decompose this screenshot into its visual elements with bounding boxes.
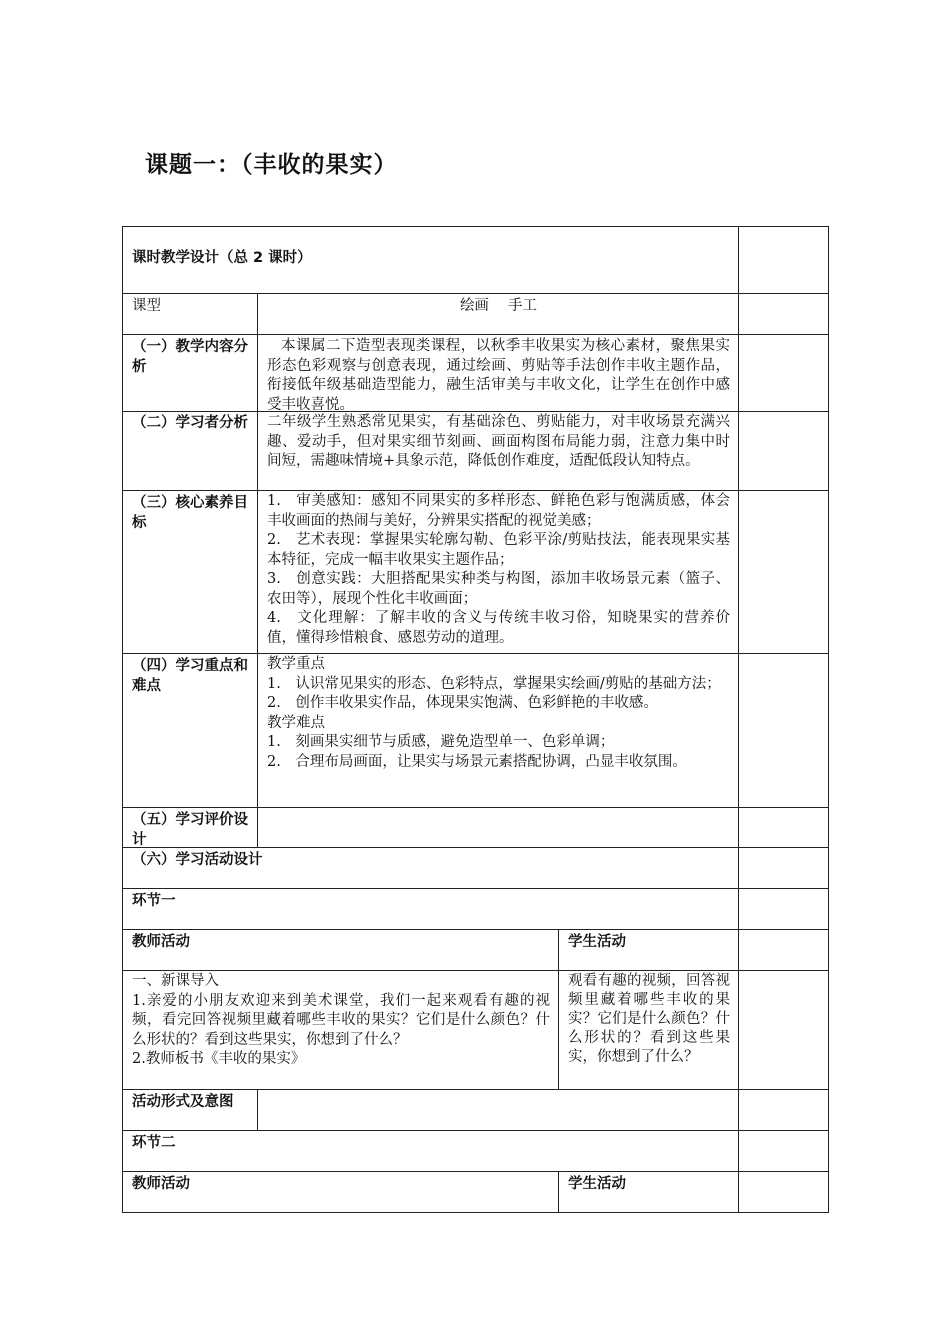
key-heading: 教学重点 [267, 656, 325, 672]
evaluation-label: （五）学习评价设计 [132, 812, 248, 848]
lesson-header: 课时教学设计（总 2 课时） [132, 250, 312, 266]
stage-one-student-activity: 观看有趣的视频，回答视频里藏着哪些丰收的果实？它们是什么颜色？什么形状的？看到这些果实，你想到了什么？ [568, 973, 730, 1065]
core-goals-label: （三）核心素养目标 [132, 495, 248, 531]
core-goal-item: 1. 审美感知：感知不同果实的多样形态、鲜艳色彩与饱满质感，体会丰收画面的热闹与美好，分辨果实搭配的视觉美感； [267, 493, 730, 529]
difficulty-heading: 教学难点 [267, 714, 325, 731]
type-value: 绘画 手工 [459, 298, 538, 314]
learner-analysis-label: （二）学习者分析 [132, 415, 248, 431]
content-analysis-label: （一）教学内容分析 [132, 339, 248, 375]
teacher-activity-header-2: 教师活动 [132, 1176, 190, 1192]
teacher-activity-line: 一、新课导入 [132, 973, 219, 989]
teacher-activity-line: 1.亲爱的小朋友欢迎来到美术课堂，我们一起来观看有趣的视频，看完回答视频里藏着哪些丰收的果实？它们是什么颜色？什么形状的？看到这些果实，你想到了什么？ [132, 992, 550, 1048]
teacher-activity-line: 2.教师板书《丰收的果实》 [132, 1051, 306, 1067]
key-points-list [258, 655, 738, 772]
key-item: 1. 认识常见果实的形态、色彩特点，掌握果实绘画/剪贴的基础方法； [267, 675, 721, 692]
core-goal-item: 4. 文化理解：了解丰收的含义与传统丰收习俗，知晓果实的营养价值，懂得珍惜粮食、感恩劳动的道理。 [267, 610, 730, 646]
stage-two-label: 环节二 [132, 1135, 176, 1151]
stage-one-label: 环节一 [132, 893, 176, 909]
core-goal-item: 3. 创意实践：大胆搭配果实种类与构图，添加丰收场景元素（篮子、农田等），展现个性化丰收画面； [267, 571, 730, 607]
difficulty-item: 2. 合理布局画面，让果实与场景元素搭配协调，凸显丰收氛围。 [267, 753, 687, 770]
student-activity-header: 学生活动 [568, 934, 626, 950]
activity-design-label: （六）学习活动设计 [132, 852, 263, 868]
core-goals-list [258, 492, 738, 648]
key-points-label: （四）学习重点和难点 [132, 658, 248, 694]
teacher-activity-header: 教师活动 [132, 934, 190, 950]
student-activity-header-2: 学生活动 [568, 1176, 626, 1192]
content-analysis-text: 本课属二下造型表现类课程，以秋季丰收果实为核心素材，聚焦果实形态色彩观察与创意表现，通过绘画、剪贴等手法创作丰收主题作品，衔接低年级基础造型能力，融生活审美与丰收文化，让学生在创作中感受丰收喜悦。 [267, 338, 730, 413]
learner-analysis-text: 二年级学生熟悉常见果实，有基础涂色、剪贴能力，对丰收场景充满兴趣、爱动手，但对果实细节刻画、画面构图布局能力弱，注意力集中时间短，需趣味情境+具象示范，降低创作难度，适配低段认知特点。 [267, 414, 730, 469]
stage-one-teacher-activity [123, 972, 558, 1070]
activity-form-label: 活动形式及意图 [132, 1094, 234, 1110]
difficulty-item: 1. 刻画果实细节与质感，避免造型单一、色彩单调； [267, 734, 615, 750]
type-label: 课型 [132, 298, 161, 314]
core-goal-item: 2. 艺术表现：掌握果实轮廓勾勒、色彩平涂/剪贴技法，能表现果实基本特征，完成一幅丰收果实主题作品； [267, 532, 730, 568]
page-title: 课题一：（丰收的果实） [145, 152, 398, 178]
key-item: 2. 创作丰收果实作品，体现果实饱满、色彩鲜艳的丰收感。 [267, 695, 658, 711]
